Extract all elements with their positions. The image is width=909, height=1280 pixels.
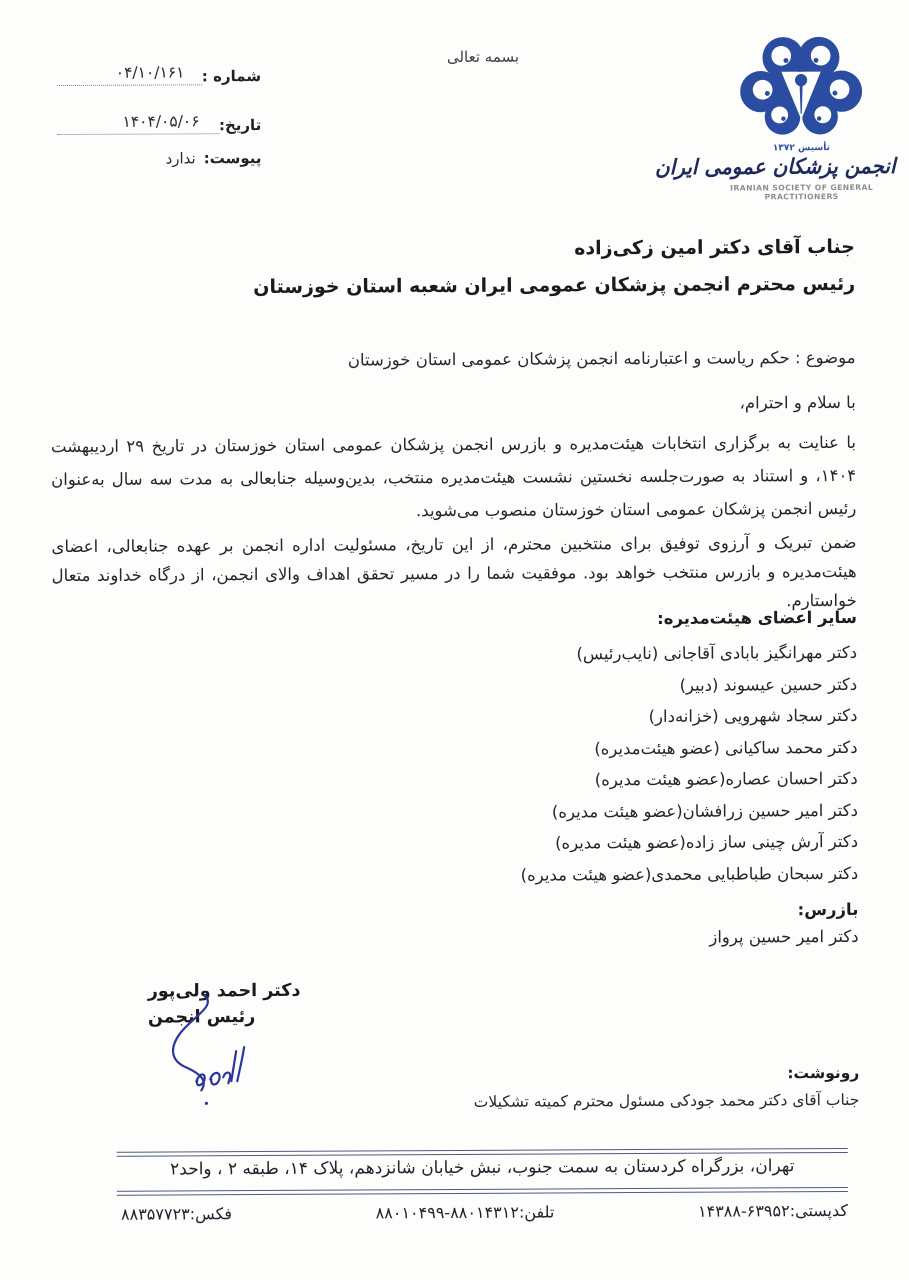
letter-body bbox=[51, 426, 857, 619]
signature-scribble bbox=[130, 993, 311, 1119]
attachment-label: پیوست: bbox=[203, 149, 262, 168]
footer-address: تهران، بزرگراه کردستان به سمت جنوب، نبش خیابان شانزدهم، پلاک ۱۴، طبقه ۲ ، واحد۲ bbox=[170, 1156, 795, 1180]
recipient-block bbox=[253, 236, 855, 298]
letterhead-fields bbox=[55, 51, 264, 168]
field-number bbox=[55, 51, 263, 86]
board-member: دکتر محمد ساکیانی (عضو هیئت‌مدیره) bbox=[594, 737, 858, 758]
board-member: دکتر آرش چینی ساز زاده(عضو هیئت مدیره) bbox=[555, 831, 859, 853]
signatory-name: دکتر احمد ولی‌پور bbox=[147, 980, 301, 1002]
board-member: دکتر سبحان طباطبایی محمدی(عضو هیئت مدیره) bbox=[520, 863, 859, 885]
footer-rule-bottom bbox=[117, 1187, 848, 1196]
number-dotted-line bbox=[57, 65, 202, 86]
body-paragraph-2: ضمن تبریک و آرزوی توفیق برای منتخبین محترم، از این تاریخ، مسئولیت اداره انجمن بر عهده جنابعالی، اعضای هیئت‌مدیره و بازرس منتخب خواهد بود. موفقیت شما را در مسیر تحقق اهداف والای انجمن، از درگاه خداوند متعال خواستارم. bbox=[51, 532, 857, 611]
recipient-title: رئیس محترم انجمن پزشکان عمومی ایران شعبه استان خوزستان bbox=[253, 272, 856, 299]
fax-value: ۸۸۳۵۷۷۲۳ bbox=[120, 1204, 190, 1224]
date-value: ۱۴۰۴/۰۵/۰۶ bbox=[122, 112, 200, 131]
logo-name-fa: انجمن پزشکان عمومی ایران bbox=[654, 153, 896, 180]
field-date bbox=[55, 100, 263, 135]
recipient-name: جناب آقای دکتر امین زکی‌زاده bbox=[574, 235, 856, 260]
inspector-block bbox=[709, 900, 858, 947]
inspector-name: دکتر امیر حسین پرواز bbox=[709, 926, 859, 947]
society-emblem-icon bbox=[740, 32, 863, 143]
board-member: دکتر مهرانگیز بابادی آقاجانی (نایب‌رئیس) bbox=[576, 642, 858, 664]
bismillah-text: بسمه تعالی bbox=[446, 47, 520, 67]
body-paragraph-1: با عنایت به برگزاری انتخابات هیئت‌مدیره و بازرس انجمن پزشکان عمومی استان خوزستان در تاریخ ۲۹ اردیبهشت ۱۴۰۴، و استناد به صورت‌جلسه نخستین نشست هیئت‌مدیره منتخب، بدین‌وسیله جنابعالی به مدت سه سال به‌عنوان رئیس انجمن پزشکان عمومی استان خوزستان منصوب می‌شوید. bbox=[50, 432, 857, 521]
field-attachment bbox=[55, 149, 263, 168]
board-heading: سایر اعضای هیئت‌مدیره: bbox=[657, 607, 857, 628]
inspector-heading: بازرس: bbox=[797, 899, 859, 920]
postal-label: کدپستی: bbox=[789, 1200, 849, 1221]
signatory-title: رئیس انجمن bbox=[147, 1007, 256, 1028]
cc-heading: رونوشت: bbox=[787, 1063, 860, 1083]
attachment-value: ندارد bbox=[165, 149, 196, 168]
cc-block bbox=[474, 1064, 860, 1111]
fax bbox=[121, 1204, 232, 1224]
board-member: دکتر احسان عصاره(عضو هیئت مدیره) bbox=[594, 768, 858, 790]
cc-line: جناب آقای دکتر محمد جودکی مسئول محترم کمیته تشکیلات bbox=[473, 1090, 860, 1111]
number-label: شماره : bbox=[201, 67, 262, 86]
board-member: دکتر سجاد شهرویی (خزانه‌دار) bbox=[648, 705, 858, 726]
subject-line: موضوع : حکم ریاست و اعتبارنامه انجمن پزشکان عمومی استان خوزستان bbox=[347, 347, 856, 370]
postal-code bbox=[698, 1201, 848, 1221]
postal-value: ۱۴۳۸۸-۶۳۹۵۲ bbox=[697, 1201, 790, 1221]
board-member: دکتر امیر حسین زرافشان(عضو هیئت مدیره) bbox=[551, 800, 858, 821]
phone-label: تلفن: bbox=[518, 1202, 555, 1222]
footer-contacts bbox=[121, 1201, 848, 1224]
date-label: تاریخ: bbox=[218, 116, 262, 135]
logo-name-en: IRANIAN SOCIETY OF GENERAL PRACTITIONERS bbox=[730, 182, 874, 202]
board-members-list bbox=[519, 637, 858, 891]
date-dotted-line bbox=[57, 114, 219, 135]
phone bbox=[376, 1202, 555, 1222]
fax-label: فکس: bbox=[189, 1204, 233, 1224]
phone-value: ۸۸۰۱۰۴۹۹-۸۸۰۱۴۳۱۲ bbox=[375, 1202, 519, 1223]
number-value: ۰۴/۱۰/۱۶۱ bbox=[115, 63, 185, 82]
society-logo bbox=[654, 32, 896, 202]
board-member: دکتر حسین عیسوند (دبیر) bbox=[679, 674, 858, 695]
salutation-line: با سلام و احترام، bbox=[739, 392, 856, 413]
logo-founded-text: تأسیس ۱۳۷۲ bbox=[772, 143, 831, 154]
footer-rule-top bbox=[117, 1148, 848, 1157]
